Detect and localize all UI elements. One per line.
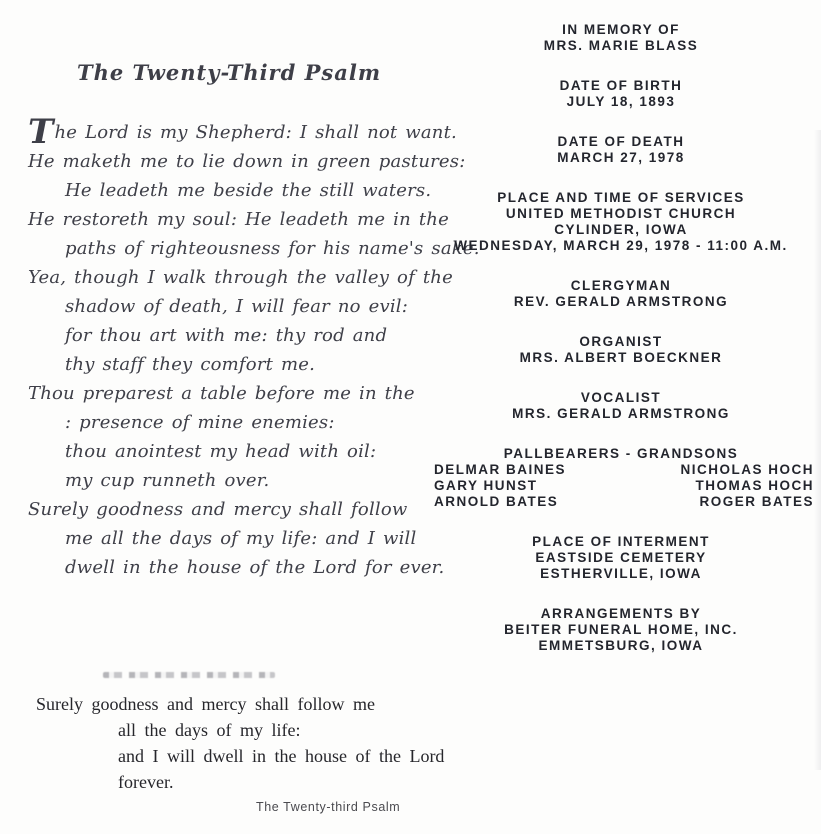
- memorial-heading: PLACE AND TIME OF SERVICES: [497, 190, 745, 205]
- psalm-line: Yea, though I walk through the valley of the: [28, 267, 453, 288]
- memorial-line: JULY 18, 1893: [566, 94, 676, 109]
- psalm-line: for thou art with me: thy rod and: [65, 325, 388, 346]
- memorial-heading: DATE OF DEATH: [557, 134, 685, 149]
- memorial-panel: [424, 0, 818, 678]
- psalm-line: He leadeth me beside the still waters.: [65, 180, 432, 201]
- pallbearers-right-column: [681, 462, 815, 510]
- memorial-line: MRS. MARIE BLASS: [543, 38, 699, 53]
- memorial-section: [424, 606, 818, 654]
- pallbearer-name: ROGER BATES: [699, 494, 814, 509]
- psalm-line: thy staff they comfort me.: [65, 354, 316, 375]
- memorial-line: CYLINDER, IOWA: [554, 222, 688, 237]
- memorial-line: MRS. ALBERT BOECKNER: [519, 350, 723, 365]
- psalm-caption: The Twenty-third Psalm: [256, 800, 401, 814]
- psalm-line: me all the days of my life: and I will: [65, 528, 417, 549]
- memorial-line: BEITER FUNERAL HOME, INC.: [504, 622, 738, 637]
- pallbearer-name: DELMAR BAINES: [434, 462, 567, 477]
- memorial-line: WEDNESDAY, MARCH 29, 1978 - 11:00 A.M.: [454, 238, 788, 253]
- psalm-line: dwell in the house of the Lord for ever.: [65, 557, 445, 578]
- closing-verse-panel: [0, 650, 480, 814]
- memorial-heading: IN MEMORY OF: [562, 22, 680, 37]
- psalm-line: thou anointest my head with oil:: [65, 441, 377, 462]
- memorial-sections: [424, 22, 818, 654]
- memorial-line: EMMETSBURG, IOWA: [538, 638, 704, 653]
- psalm-line: Thou preparest a table before me in the: [28, 383, 415, 404]
- memorial-heading: CLERGYMAN: [570, 278, 672, 293]
- psalm-line: He maketh me to lie down in green pastures:: [28, 151, 466, 172]
- psalm-line: : presence of mine enemies:: [65, 412, 335, 433]
- verse-line: and I will dwell in the house of the Lord: [118, 746, 445, 766]
- memorial-heading: PALLBEARERS - GRANDSONS: [503, 446, 739, 461]
- psalm-line: shadow of death, I will fear no evil:: [65, 296, 409, 317]
- memorial-line: EASTSIDE CEMETERY: [535, 550, 707, 565]
- psalm-line: my cup runneth over.: [65, 470, 270, 491]
- psalm-line: paths of righteousness for his name's sake.: [65, 238, 480, 259]
- scan-edge-shading: [814, 130, 821, 770]
- verse-line: Surely goodness and mercy shall follow me: [36, 694, 375, 714]
- memorial-line: UNITED METHODIST CHURCH: [505, 206, 737, 221]
- memorial-line: MRS. GERALD ARMSTRONG: [512, 406, 730, 421]
- pallbearers-left-column: [434, 462, 566, 510]
- memorial-section: [424, 390, 818, 422]
- memorial-line: MARCH 27, 1978: [557, 150, 685, 165]
- memorial-heading: ORGANIST: [579, 334, 663, 349]
- psalm-line: He restoreth my soul: He leadeth me in the: [28, 209, 449, 230]
- memorial-section: [424, 534, 818, 582]
- psalm-line: Surely goodness and mercy shall follow: [28, 499, 408, 520]
- pallbearer-name: NICHOLAS HOCH: [680, 462, 814, 477]
- memorial-section: [424, 190, 818, 254]
- psalm-panel: [28, 42, 480, 582]
- memorial-heading: ARRANGEMENTS BY: [540, 606, 702, 621]
- memorial-line: ESTHERVILLE, IOWA: [540, 566, 702, 581]
- pallbearer-name: ARNOLD BATES: [434, 494, 559, 509]
- psalm-drop-cap: T: [28, 112, 54, 152]
- memorial-section: [424, 22, 818, 54]
- pallbearer-name: GARY HUNST: [434, 478, 538, 493]
- verse-line: forever.: [118, 772, 174, 792]
- pallbearer-name: THOMAS HOCH: [695, 478, 814, 493]
- psalm-lines: [28, 112, 480, 582]
- memorial-section: [424, 446, 818, 510]
- memorial-section: [424, 78, 818, 110]
- cutoff-print-artifact: [103, 672, 275, 678]
- memorial-heading: VOCALIST: [580, 390, 662, 405]
- memorial-heading: PLACE OF INTERMENT: [532, 534, 710, 549]
- psalm-line: The Lord is my Shepherd: I shall not want.: [28, 112, 457, 152]
- memorial-section: [424, 334, 818, 366]
- memorial-section: [424, 134, 818, 166]
- memorial-heading: DATE OF BIRTH: [559, 78, 683, 93]
- pallbearers-columns: [424, 462, 818, 510]
- memorial-line: REV. GERALD ARMSTRONG: [513, 294, 729, 309]
- verse-line: all the days of my life:: [118, 720, 301, 740]
- memorial-section: [424, 278, 818, 310]
- psalm-title: The Twenty-Third Psalm: [76, 60, 382, 85]
